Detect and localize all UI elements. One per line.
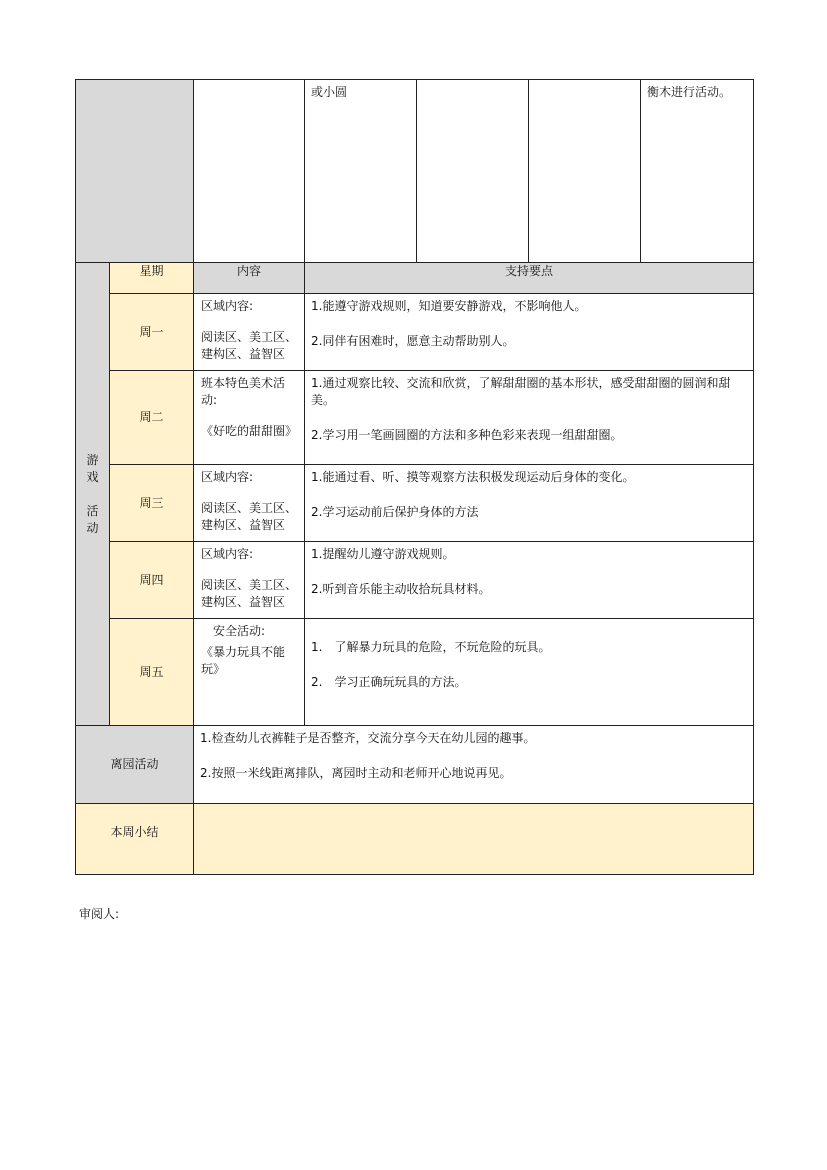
point-1: 1.能遵守游戏规则，知道要安静游戏，不影响他人。 <box>311 299 587 313</box>
content-cell-wednesday <box>194 465 305 542</box>
day-cell-wednesday <box>110 465 194 542</box>
top-row-cell-1 <box>194 80 305 263</box>
departure-points-cell <box>194 726 754 804</box>
day-label-tuesday: 周二 <box>139 410 164 424</box>
content-line-2: 阅读区、美工区、建构区、益智区 <box>201 330 298 361</box>
point-1: 1.通过观察比较、交流和欣赏，了解甜甜圈的基本形状，感受甜甜圈的圆润和甜美。 <box>311 376 731 407</box>
top-row-cell-3 <box>417 80 529 263</box>
day-cell-thursday <box>110 542 194 619</box>
game-label-char-2: 戏 <box>86 469 99 484</box>
day-row-thursday <box>76 542 754 619</box>
points-cell-thursday <box>305 542 754 619</box>
point-2: 2.听到音乐能主动收拾玩具材料。 <box>311 582 491 596</box>
content-line-1: 区域内容: <box>201 299 254 313</box>
point-2: 2.学习用一笔画圆圈的方法和多种色彩来表现一组甜甜圈。 <box>311 428 623 442</box>
day-cell-monday <box>110 294 194 371</box>
summary-row <box>76 804 754 875</box>
content-line-2: 《好吃的甜甜圈》 <box>201 424 298 438</box>
content-line-1: 区域内容: <box>201 547 254 561</box>
day-cell-tuesday <box>110 371 194 465</box>
content-line-1: 安全活动: <box>213 624 266 638</box>
day-row-friday <box>76 619 754 726</box>
points-cell-monday <box>305 294 754 371</box>
content-cell-thursday <box>194 542 305 619</box>
content-line-1: 区域内容: <box>201 470 254 484</box>
summary-label: 本周小结 <box>110 825 159 839</box>
header-day-text: 星期 <box>139 264 164 278</box>
header-day <box>110 263 194 294</box>
top-row-label-cell <box>76 80 194 263</box>
game-label-char-4: 动 <box>86 520 99 535</box>
departure-row <box>76 726 754 804</box>
point-2: 2.学习运动前后保护身体的方法 <box>311 505 479 519</box>
top-row <box>76 80 754 263</box>
content-cell-friday <box>194 619 305 726</box>
points-cell-tuesday <box>305 371 754 465</box>
top-row-cell-4 <box>529 80 641 263</box>
day-label-wednesday: 周三 <box>139 495 164 510</box>
point-2: 2.同伴有困难时，愿意主动帮助别人。 <box>311 334 515 348</box>
summary-label-cell <box>76 804 194 875</box>
reviewer-label: 审阅人: <box>79 907 120 921</box>
departure-label-cell <box>76 726 194 804</box>
header-content-text: 内容 <box>236 264 261 278</box>
header-points <box>305 263 754 294</box>
top-row-cell-2 <box>305 80 417 263</box>
content-cell-tuesday <box>194 371 305 465</box>
summary-content-cell <box>194 804 754 875</box>
game-label-char-1: 游 <box>86 452 99 467</box>
content-line-2: 阅读区、美工区、建构区、益智区 <box>201 501 298 532</box>
point-1: 1.提醒幼儿遵守游戏规则。 <box>311 547 455 561</box>
departure-point-2: 2.按照一米线距离排队，离园时主动和老师开心地说再见。 <box>200 766 512 780</box>
day-row-wednesday <box>76 465 754 542</box>
day-row-monday <box>76 294 754 371</box>
points-cell-friday <box>305 619 754 726</box>
game-header-row <box>76 263 754 294</box>
header-points-text: 支持要点 <box>504 264 553 278</box>
day-row-tuesday <box>76 371 754 465</box>
day-label-monday: 周一 <box>139 324 164 339</box>
point-2: 2. 学习正确玩玩具的方法。 <box>311 675 467 689</box>
header-content <box>194 263 305 294</box>
content-cell-monday <box>194 294 305 371</box>
game-section-label <box>76 263 110 726</box>
top-row-cell-2-text: 或小圆 <box>311 85 348 99</box>
content-line-2: 阅读区、美工区、建构区、益智区 <box>201 578 298 609</box>
departure-point-1: 1.检查幼儿衣裤鞋子是否整齐，交流分享今天在幼儿园的趣事。 <box>200 731 536 745</box>
day-label-friday: 周五 <box>139 664 164 679</box>
top-row-cell-5-text: 衡木进行活动。 <box>647 85 732 99</box>
game-label-char-3: 活 <box>86 503 99 518</box>
day-cell-friday <box>110 619 194 726</box>
points-cell-wednesday <box>305 465 754 542</box>
point-1: 1.能通过看、听、摸等观察方法积极发现运动后身体的变化。 <box>311 470 635 484</box>
top-row-cell-5 <box>641 80 754 263</box>
weekly-plan-table <box>75 79 754 875</box>
day-label-thursday: 周四 <box>139 572 164 587</box>
departure-label: 离园活动 <box>110 757 159 771</box>
content-line-2: 《暴力玩具不能玩》 <box>201 645 286 676</box>
point-1: 1. 了解暴力玩具的危险，不玩危险的玩具。 <box>311 640 551 654</box>
content-line-1: 班本特色美术活动: <box>201 376 286 407</box>
